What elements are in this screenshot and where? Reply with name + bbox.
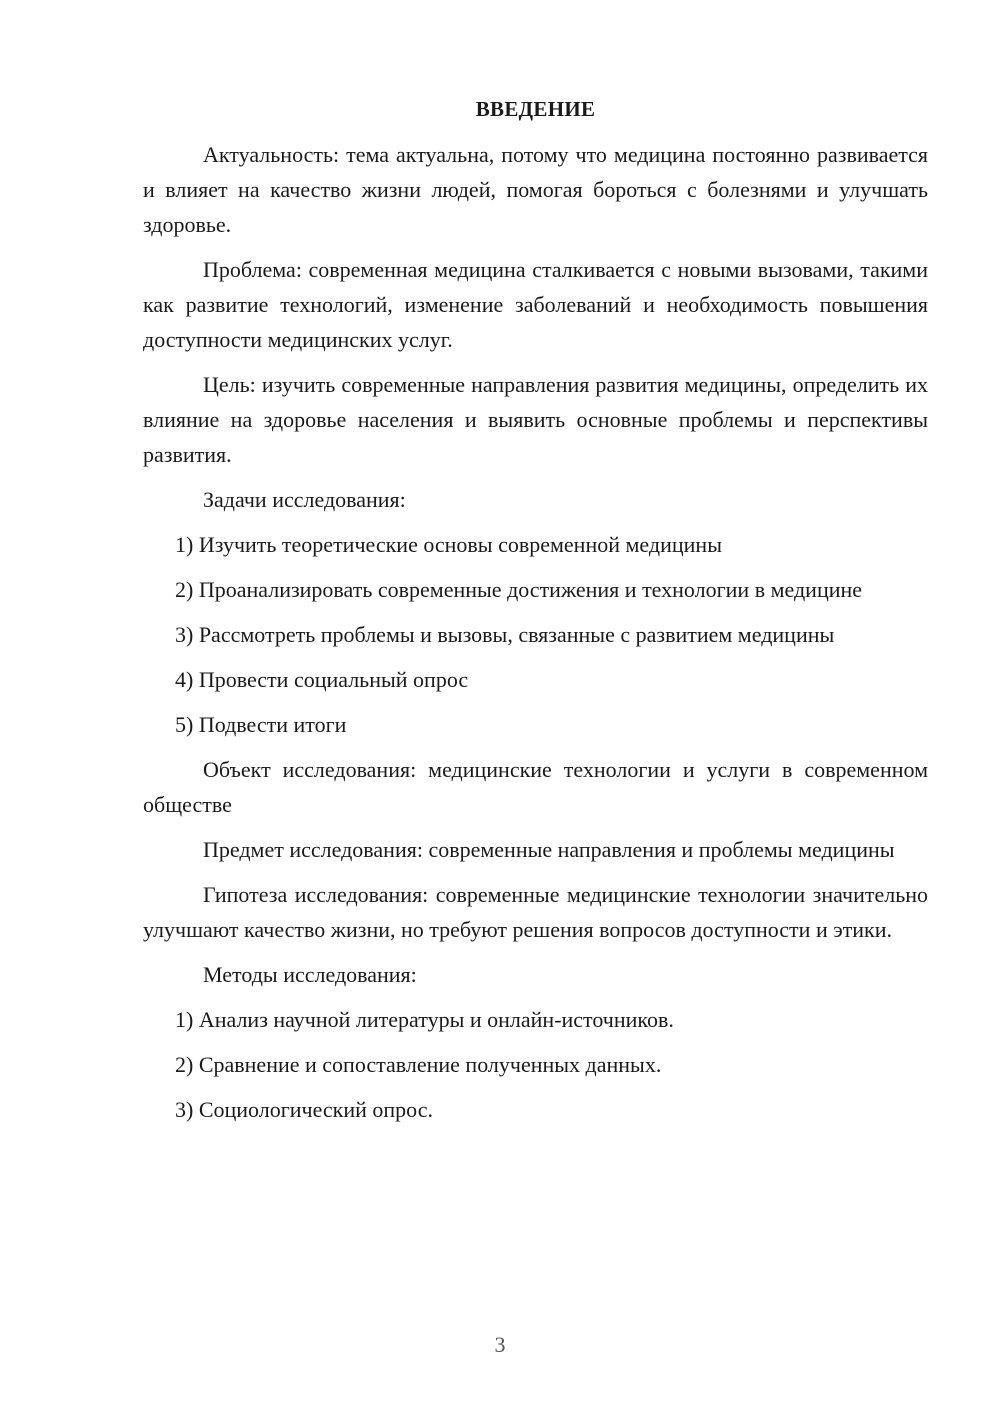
tasks-heading: Задачи исследования:	[203, 487, 406, 512]
method-item: 3) Социологический опрос.	[175, 1097, 433, 1122]
method-item: 2) Сравнение и сопоставление полученных данных.	[175, 1052, 662, 1077]
task-item: 2) Проанализировать современные достижения и технологии в медицине	[175, 577, 863, 602]
task-item: 3) Рассмотреть проблемы и вызовы, связанные с развитием медицины	[175, 622, 835, 647]
page-content	[143, 92, 928, 1137]
task-item: 1) Изучить теоретические основы современной медицины	[175, 532, 722, 557]
method-item: 1) Анализ научной литературы и онлайн-источников.	[175, 1007, 674, 1032]
problem-paragraph: Проблема: современная медицина сталкивается с новыми вызовами, такими как развитие технологий, изменение заболеваний и необходимость повышения доступности медицинских услуг.	[143, 257, 928, 352]
object-paragraph: Объект исследования: медицинские технологии и услуги в современном обществе	[143, 757, 928, 817]
page-number: 3	[494, 1332, 506, 1357]
hypothesis-paragraph: Гипотеза исследования: современные медицинские технологии значительно улучшают качество жизни, но требуют решения вопросов доступности и этики.	[143, 882, 928, 942]
methods-heading: Методы исследования:	[203, 962, 417, 987]
relevance-paragraph: Актуальность: тема актуальна, потому что медицина постоянно развивается и влияет на качество жизни людей, помогая бороться с болезнями и улучшать здоровье.	[143, 142, 928, 237]
goal-paragraph: Цель: изучить современные направления развития медицины, определить их влияние на здоровье населения и выявить основные проблемы и перспективы развития.	[143, 372, 928, 467]
task-item: 4) Провести социальный опрос	[175, 667, 469, 692]
subject-paragraph: Предмет исследования: современные направления и проблемы медицины	[203, 837, 895, 862]
task-item: 5) Подвести итоги	[175, 712, 347, 737]
section-title: ВВЕДЕНИЕ	[475, 97, 596, 121]
